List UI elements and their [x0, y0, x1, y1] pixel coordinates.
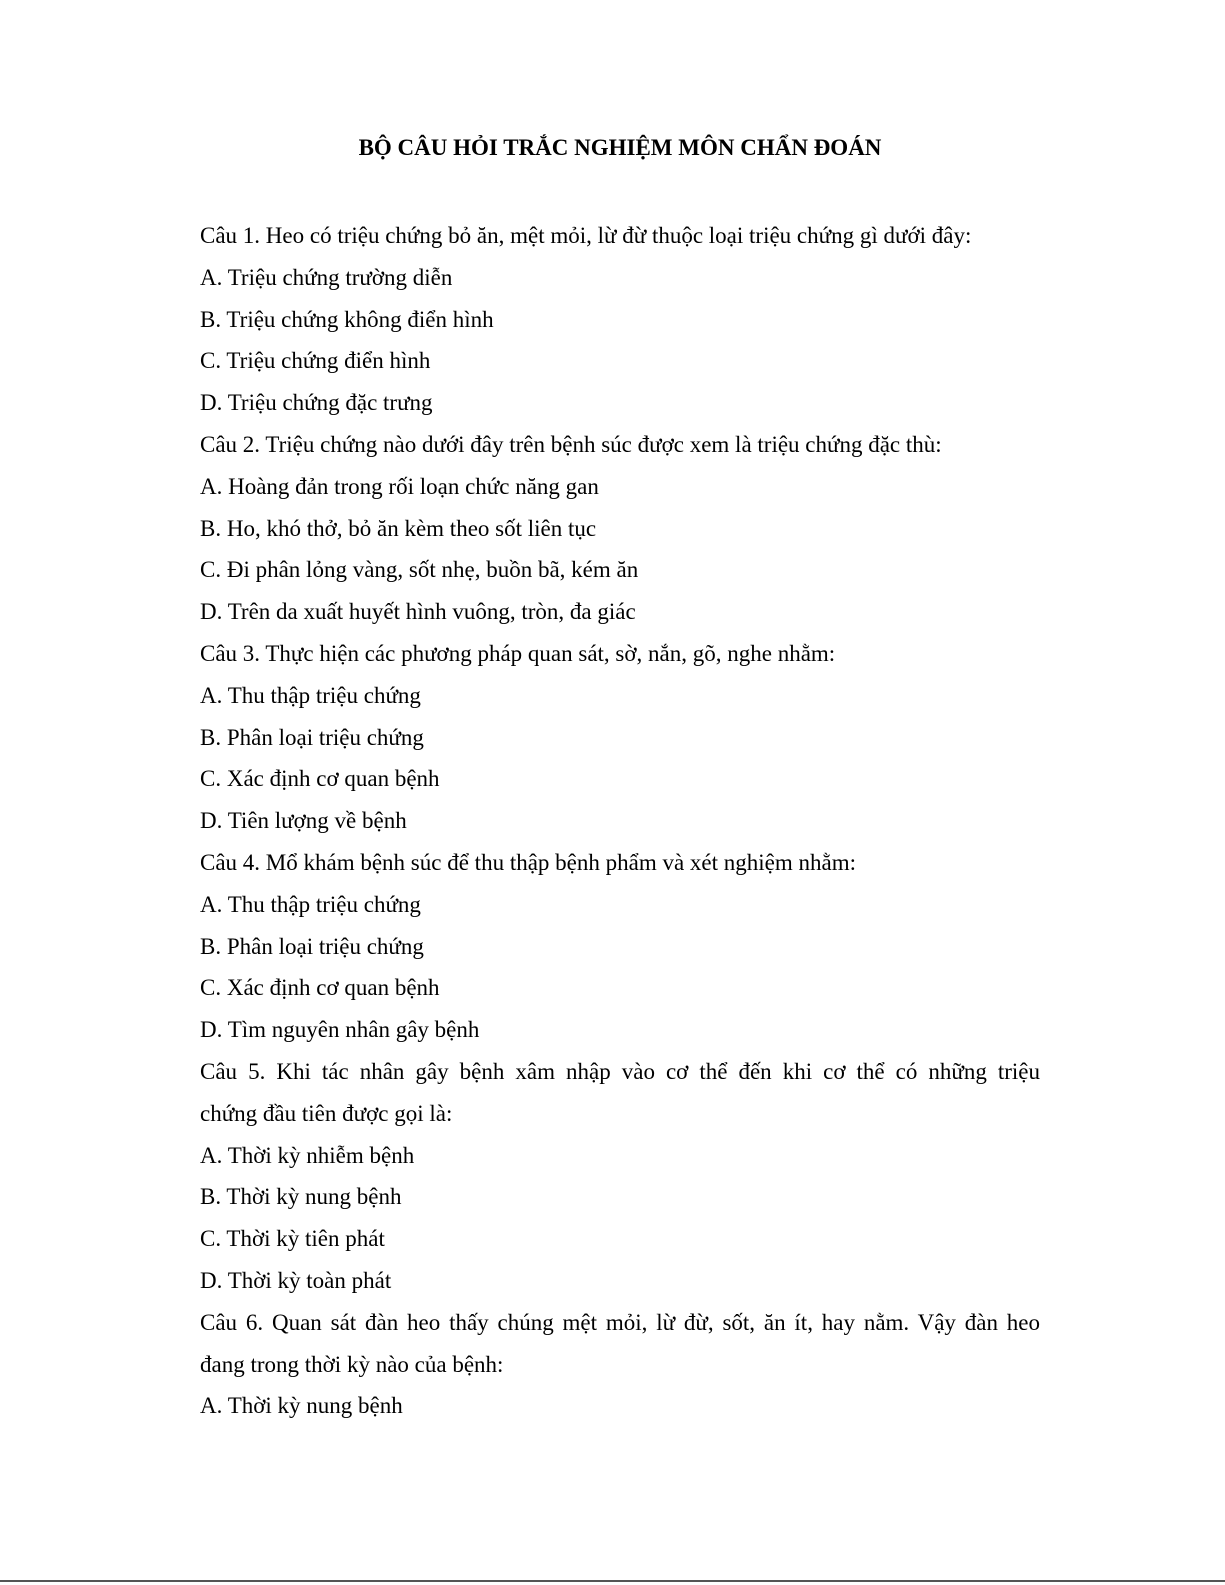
question-block: [200, 1302, 1040, 1427]
answer-option: B. Thời kỳ nung bệnh: [200, 1184, 402, 1210]
question-block: [200, 424, 1040, 633]
question-text: Câu 4. Mổ khám bệnh súc để thu thập bệnh phẩm và xét nghiệm nhằm:: [200, 849, 857, 875]
question-text-continued: đang trong thời kỳ nào của bệnh:: [200, 1351, 504, 1377]
page-bottom-rule: [0, 1580, 1225, 1582]
answer-option: D. Tiên lượng về bệnh: [200, 808, 407, 834]
answer-option: D. Triệu chứng đặc trưng: [200, 390, 433, 416]
answer-option: D. Tìm nguyên nhân gây bệnh: [200, 1017, 480, 1043]
answer-option: A. Thu thập triệu chứng: [200, 891, 421, 917]
question-block: [200, 842, 1040, 1051]
answer-option: C. Xác định cơ quan bệnh: [200, 766, 440, 792]
answer-option: A. Thu thập triệu chứng: [200, 682, 421, 708]
question-block: [200, 1051, 1040, 1302]
answer-option: C. Triệu chứng điển hình: [200, 348, 431, 374]
question-list: [200, 215, 1040, 1427]
answer-option: B. Ho, khó thở, bỏ ăn kèm theo sốt liên tục: [200, 515, 597, 541]
question-block: [200, 215, 1040, 424]
answer-option: A. Thời kỳ nung bệnh: [200, 1393, 403, 1419]
answer-option: C. Đi phân lỏng vàng, sốt nhẹ, buồn bã, kém ăn: [200, 557, 639, 583]
question-text-continued: chứng đầu tiên được gọi là:: [200, 1100, 453, 1126]
answer-option: A. Hoàng đản trong rối loạn chức năng gan: [200, 473, 599, 499]
question-block: [200, 633, 1040, 842]
answer-option: A. Thời kỳ nhiễm bệnh: [200, 1142, 415, 1168]
question-text: Câu 3. Thực hiện các phương pháp quan sát, sờ, nắn, gõ, nghe nhằm:: [200, 640, 836, 666]
answer-option: B. Phân loại triệu chứng: [200, 933, 424, 959]
question-text: Câu 2. Triệu chứng nào dưới đây trên bệnh súc được xem là triệu chứng đặc thù:: [200, 431, 942, 457]
answer-option: A. Triệu chứng trường diễn: [200, 264, 453, 290]
page-title: BỘ CÂU HỎI TRẮC NGHIỆM MÔN CHẨN ĐOÁN: [358, 135, 882, 160]
answer-option: D. Thời kỳ toàn phát: [200, 1267, 392, 1293]
answer-option: C. Thời kỳ tiên phát: [200, 1226, 385, 1252]
answer-option: D. Trên da xuất huyết hình vuông, tròn, đa giác: [200, 599, 636, 625]
answer-option: C. Xác định cơ quan bệnh: [200, 975, 440, 1001]
answer-option: B. Triệu chứng không điển hình: [200, 306, 494, 332]
question-text: Câu 6. Quan sát đàn heo thấy chúng mệt mỏi, lừ đừ, sốt, ăn ít, hay nằm. Vậy đàn heo: [200, 1309, 1040, 1335]
answer-option: B. Phân loại triệu chứng: [200, 724, 424, 750]
question-text: Câu 5. Khi tác nhân gây bệnh xâm nhập vào cơ thể đến khi cơ thể có những triệu: [200, 1058, 1040, 1084]
question-text: Câu 1. Heo có triệu chứng bỏ ăn, mệt mỏi, lừ đừ thuộc loại triệu chứng gì dưới đây:: [200, 223, 972, 248]
